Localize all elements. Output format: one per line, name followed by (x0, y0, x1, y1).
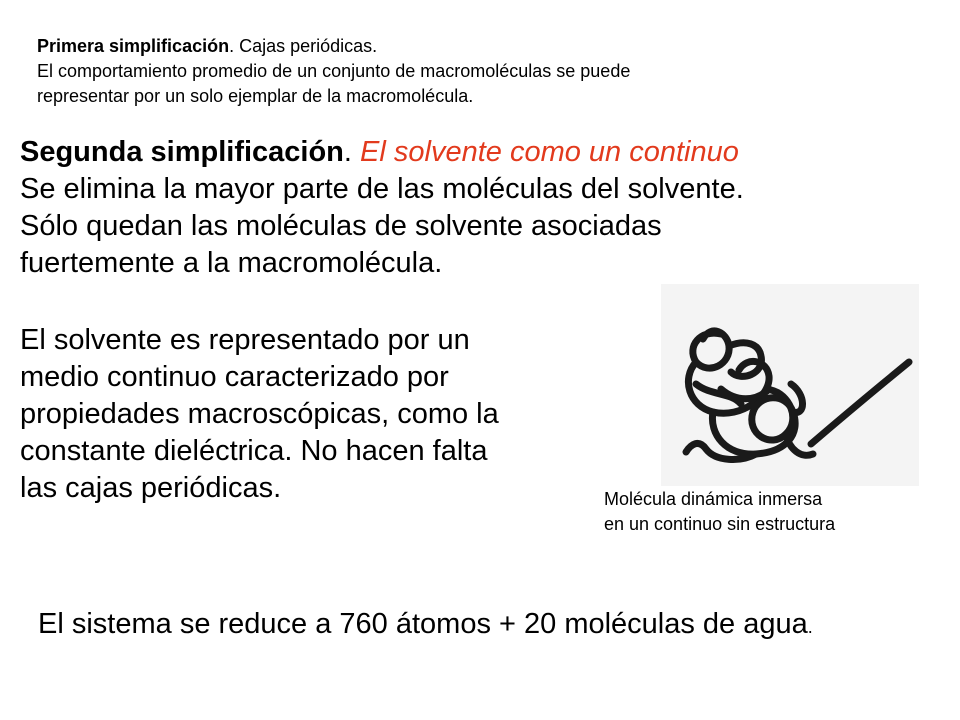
first-simplification-line-2: representar por un solo ejemplar de la macromolécula. (37, 86, 474, 106)
figure-caption-line-1: Molécula dinámica inmersa (604, 489, 823, 509)
first-simplification (37, 34, 917, 109)
second-simplification-separator: . (343, 136, 361, 168)
second-simplification-line-1: Se elimina la mayor parte de las moléculas del solvente. (20, 173, 744, 205)
figure-caption (604, 487, 924, 537)
continuum-line-1: El solvente es representado por un (20, 324, 470, 356)
tangled-molecule-image (661, 284, 919, 486)
second-simplification-subtitle: El solvente como un continuo (360, 136, 739, 168)
figure-caption-line-2: en un continuo sin estructura (604, 514, 836, 534)
continuum-line-2: medio continuo caracterizado por (20, 361, 449, 393)
second-simplification-title-line (20, 134, 920, 171)
second-simplification (20, 134, 920, 282)
continuum-line-4: constante dieléctrica. No hacen falta (20, 435, 488, 467)
second-simplification-line-2: Sólo quedan las moléculas de solvente asociadas (20, 210, 662, 242)
continuum-line-5: las cajas periódicas. (20, 472, 282, 504)
first-simplification-line-1: El comportamiento promedio de un conjunto de macromoléculas se puede (37, 61, 631, 81)
molecule-illustration (661, 284, 919, 486)
continuum-description (20, 322, 580, 507)
summary-text: El sistema se reduce a 760 átomos + 20 moléculas de agua (38, 608, 808, 640)
first-simplification-heading: Primera simplificación (37, 36, 230, 56)
summary-period: . (807, 617, 813, 637)
first-simplification-title-line (37, 34, 917, 59)
summary (38, 606, 938, 646)
first-simplification-subtitle: . Cajas periódicas. (229, 36, 378, 56)
second-simplification-heading: Segunda simplificación (20, 136, 344, 168)
second-simplification-line-3: fuertemente a la macromolécula. (20, 247, 443, 279)
continuum-line-3: propiedades macroscópicas, como la (20, 398, 499, 430)
